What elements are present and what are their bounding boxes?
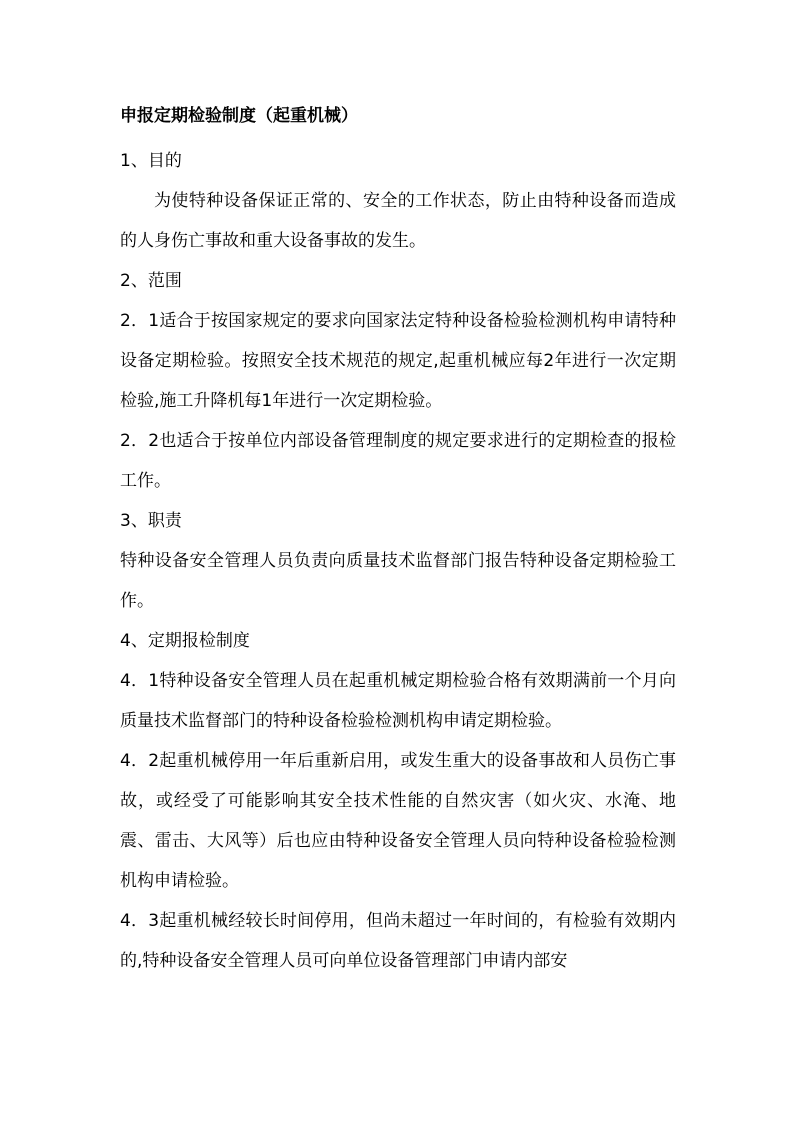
inspection-item-4-2: 4．2起重机械停用一年后重新启用，或发生重大的设备事故和人员伤亡事故，或经受了可能影响其安全技术性能的自然灾害（如火灾、水淹、地震、雷击、大风等）后也应由特种设备安全管理人员向特种设备检验检测机构申请检验。 bbox=[120, 751, 676, 891]
scope-item-2-2: 2．2也适合于按单位内部设备管理制度的规定要求进行的定期检查的报检工作。 bbox=[120, 431, 676, 491]
purpose-paragraph: 为使特种设备保证正常的、安全的工作状态，防止由特种设备而造成的人身伤亡事故和重大设备事故的发生。 bbox=[120, 191, 676, 251]
document-body bbox=[120, 99, 676, 981]
section-heading-inspection-system: 4、定期报检制度 bbox=[120, 631, 250, 651]
document-title: 申报定期检验制度（起重机械） bbox=[120, 106, 358, 126]
section-heading-scope: 2、范围 bbox=[120, 271, 182, 291]
scope-item-2-1: 2．1适合于按国家规定的要求向国家法定特种设备检验检测机构申请特种设备定期检验。按照安全技术规范的规定,起重机械应每2年进行一次定期检验,施工升降机每1年进行一次定期检验。 bbox=[120, 311, 676, 411]
inspection-item-4-3: 4．3起重机械经较长时间停用，但尚未超过一年时间的，有检验有效期内的,特种设备安全管理人员可向单位设备管理部门申请内部安 bbox=[120, 911, 676, 971]
section-heading-purpose: 1、目的 bbox=[120, 151, 182, 171]
inspection-item-4-1: 4．1特种设备安全管理人员在起重机械定期检验合格有效期满前一个月向质量技术监督部门的特种设备检验检测机构申请定期检验。 bbox=[120, 671, 676, 731]
section-heading-responsibilities: 3、职责 bbox=[120, 511, 182, 531]
responsibilities-paragraph: 特种设备安全管理人员负责向质量技术监督部门报告特种设备定期检验工作。 bbox=[120, 551, 676, 611]
